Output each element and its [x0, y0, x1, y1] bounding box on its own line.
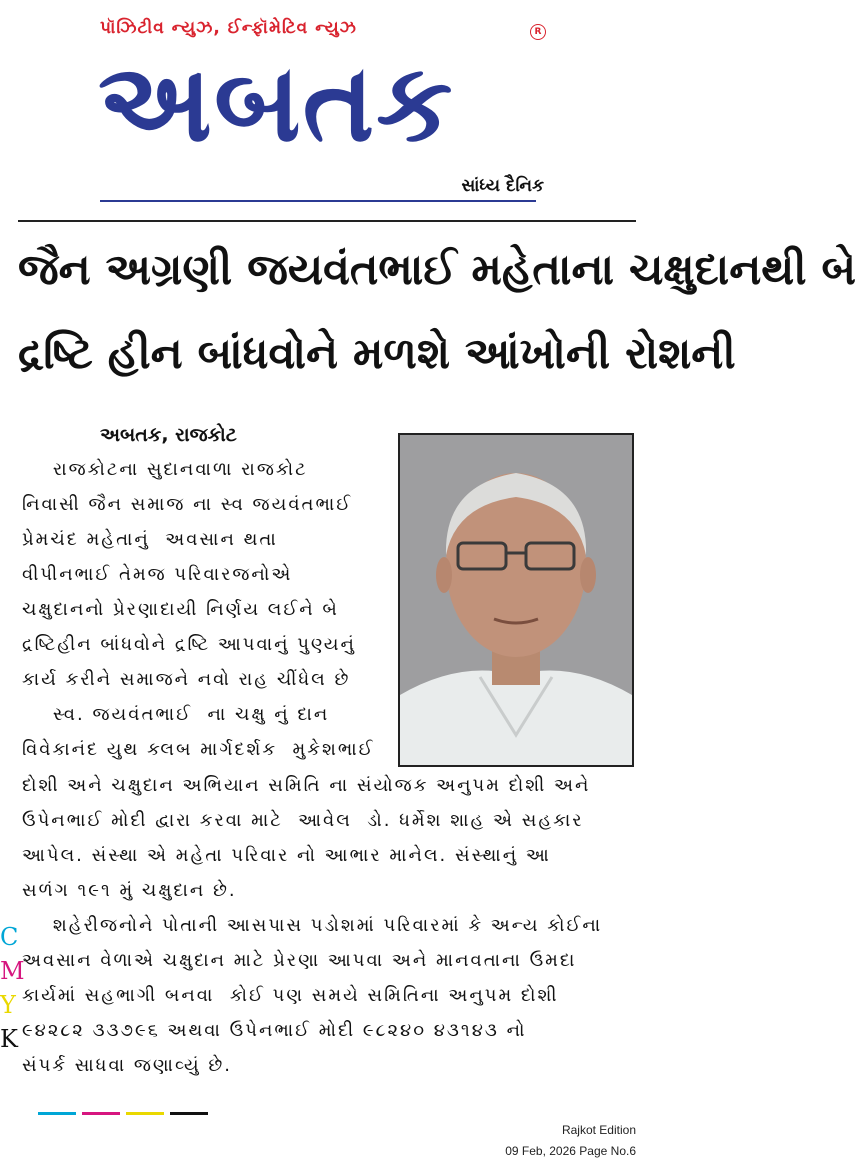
article-line: અવસાન વેળાએ ચક્ષુદાન માટે પ્રેરણા આપવા અને માનવતાના ઉમદા: [22, 950, 577, 971]
top-divider: [18, 220, 636, 222]
registration-letter: Y: [0, 991, 16, 1019]
registered-mark-icon: R: [530, 24, 546, 40]
article-line: ઉપેનભાઈ મોદી દ્વારા કરવા માટે આવેલ ડો. ધર્મેશ શાહ એ સહકાર: [22, 810, 584, 831]
edition-date-page: 09 Feb, 2026 Page No.6: [505, 1144, 636, 1158]
article-line: સ્વ. જયવંતભાઈ ના ચક્ષુ નું દાન: [22, 704, 330, 725]
article-line: કાર્યમાં સહભાગી બનવા કોઈ પણ સમયે સમિતિના અનુપમ દોશી: [22, 985, 559, 1006]
article-body-wide: [22, 768, 638, 1083]
color-bar-black: [170, 1112, 208, 1115]
headline-line-2: દ્રષ્ટિ હીન બાંધવોને મળશે આંખોની રોશની: [18, 329, 736, 379]
newspaper-logo: અબતક: [98, 41, 455, 166]
portrait-image: [400, 435, 632, 765]
article-line: ચક્ષુદાનનો પ્રેરણાદાયી નિર્ણય લઈને બે: [22, 599, 339, 620]
registration-letter: M: [0, 957, 25, 985]
tagline: પૉઝિટીવ ન્યુઝ, ઈન્ફૉમેટિવ ન્યુઝ: [100, 18, 357, 38]
article-line: દ્રષ્ટિહીન બાંધવોને દ્રષ્ટિ આપવાનું પુણ્યનું: [22, 634, 356, 655]
dateline: અબતક, રાજકોટ: [100, 424, 237, 446]
article-line: શહેરીજનોને પોતાની આસપાસ પડોશમાં પરિવારમાં કે અન્ય કોઈના: [22, 915, 603, 936]
article-line: સળંગ ૧૯૧ મું ચક્ષુદાન છે.: [22, 880, 237, 901]
article-line: પ્રેમચંદ મહેતાનું અવસાન થતા: [22, 529, 278, 550]
article-headline: [18, 228, 856, 396]
registration-marks: [0, 920, 25, 1056]
headline-line-1: જૈન અગ્રણી જયવંતભાઈ મહેતાના ચક્ષુદાનથી બે: [18, 245, 856, 295]
color-bar-cyan: [38, 1112, 76, 1115]
edition-footer: [456, 1120, 636, 1162]
masthead-rule: [100, 200, 536, 202]
article-line: કાર્ય કરીને સમાજને નવો રાહ ચીંધેલ છે: [22, 669, 351, 690]
article-line: આપેલ. સંસ્થા એ મહેતા પરિવાર નો આભાર માનેલ. સંસ્થાનું આ: [22, 845, 551, 866]
article-line: સંપર્ક સાધવા જણાવ્યું છે.: [22, 1055, 232, 1076]
article-line: વીપીનભાઈ તેમજ પરિવારજનોએ: [22, 564, 293, 585]
edition-name: Rajkot Edition: [561, 1123, 636, 1137]
article-line: રાજકોટના સુદાનવાળા રાજકોટ: [22, 459, 308, 480]
registration-letter: C: [0, 923, 19, 951]
color-bar-magenta: [82, 1112, 120, 1115]
article-line: દોશી અને ચક્ષુદાન અભિયાન સમિતિ ના સંયોજક અનુપમ દોશી અને: [22, 775, 591, 796]
portrait-photo: [398, 433, 634, 767]
article-body-narrow: [22, 452, 388, 767]
masthead-subtitle: સાંધ્ય દૈનિક: [461, 176, 544, 196]
article-line: વિવેકાનંદ યુથ ક્લબ માર્ગદર્શક મુકેશભાઈ: [22, 739, 375, 760]
color-bar-yellow: [126, 1112, 164, 1115]
registration-letter: K: [0, 1025, 18, 1053]
article-line: ૯૪૨૮૨ ૩૩૭૯૬ અથવા ઉપેનભાઈ મોદી ૯૮૨૪૦ ૪૩૧૪૩ નો: [22, 1020, 527, 1041]
article-line: નિવાસી જૈન સમાજ ના સ્વ જયવંતભાઈ: [22, 494, 353, 515]
